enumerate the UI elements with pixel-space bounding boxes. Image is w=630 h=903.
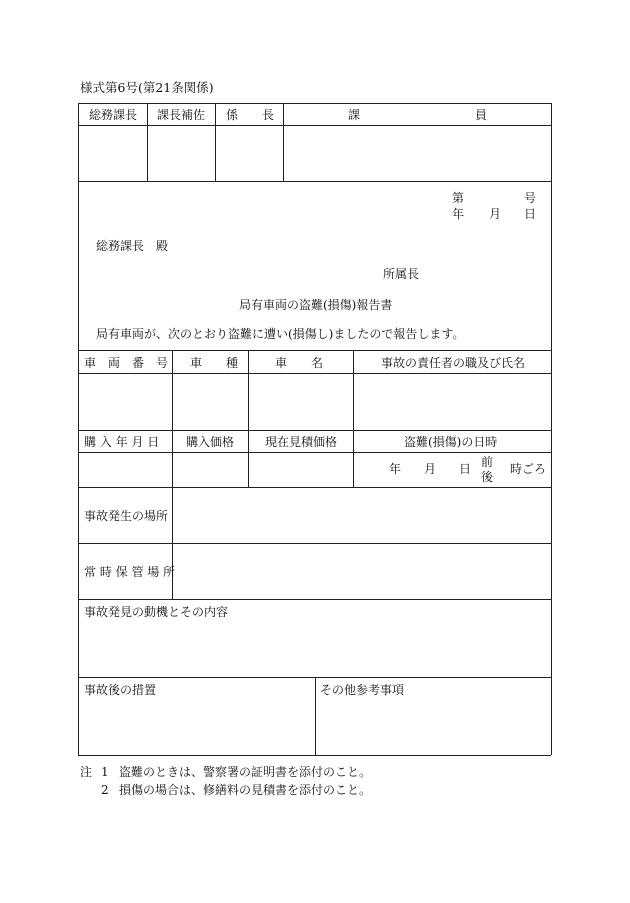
header-section-head: 係 長 xyxy=(226,108,275,122)
sender: 所属長 xyxy=(383,267,420,281)
header-assistant-chief: 課長補佐 xyxy=(157,108,206,122)
report-body: 局有車両が、次のとおり盗難に遭い(損傷し)ましたので報告します。 xyxy=(96,327,465,341)
header-purchase-price: 購入価格 xyxy=(186,435,235,449)
notes-prefix: 注 xyxy=(80,765,93,779)
header-vehicle-number: 車 両 番 号 xyxy=(84,356,169,370)
incident-year: 年 xyxy=(389,462,402,476)
header-current-estimate: 現在見積価格 xyxy=(265,435,338,449)
date-year: 年 xyxy=(452,207,465,221)
header-general-affairs-chief: 総務課長 xyxy=(89,108,138,122)
header-purchase-date: 購 入 年 月 日 xyxy=(84,435,160,449)
motive-label: 事故発見の動機とその内容 xyxy=(84,605,229,619)
note-text-2: 損傷の場合は、修繕料の見積書を添付のこと。 xyxy=(119,783,372,797)
header-ka: 課 xyxy=(348,108,361,122)
storage-label: 常 時 保 管 場 所 xyxy=(84,565,176,579)
header-vehicle-type: 車 種 xyxy=(190,356,239,370)
addressee: 総務課長 殿 xyxy=(96,239,169,253)
measures-label: 事故後の措置 xyxy=(84,683,157,697)
incident-day: 日 xyxy=(459,462,472,476)
before-label: 前 xyxy=(481,455,494,469)
header-incident-datetime: 盗難(損傷)の日時 xyxy=(404,435,498,449)
after-label: 後 xyxy=(481,470,494,484)
date-day: 日 xyxy=(524,207,537,221)
date-month: 月 xyxy=(489,207,502,221)
incident-month: 月 xyxy=(424,462,437,476)
number-go: 号 xyxy=(524,191,537,205)
time-suffix: 時ごろ xyxy=(510,462,547,476)
form-title: 様式第6号(第21条関係) xyxy=(80,80,214,95)
place-label: 事故発生の場所 xyxy=(84,509,169,523)
header-vehicle-name: 車 名 xyxy=(275,356,324,370)
note-number-1: 1 xyxy=(101,765,109,779)
other-label: その他参考事項 xyxy=(320,683,405,697)
note-number-2: 2 xyxy=(101,783,109,797)
report-heading: 局有車両の盗難(損傷)報告書 xyxy=(239,298,393,312)
note-text-1: 盗難のときは、警察署の証明書を添付のこと。 xyxy=(119,765,372,779)
number-dai: 第 xyxy=(452,191,465,205)
header-responsible-person: 事故の責任者の職及び氏名 xyxy=(381,356,526,370)
header-in: 員 xyxy=(475,108,488,122)
